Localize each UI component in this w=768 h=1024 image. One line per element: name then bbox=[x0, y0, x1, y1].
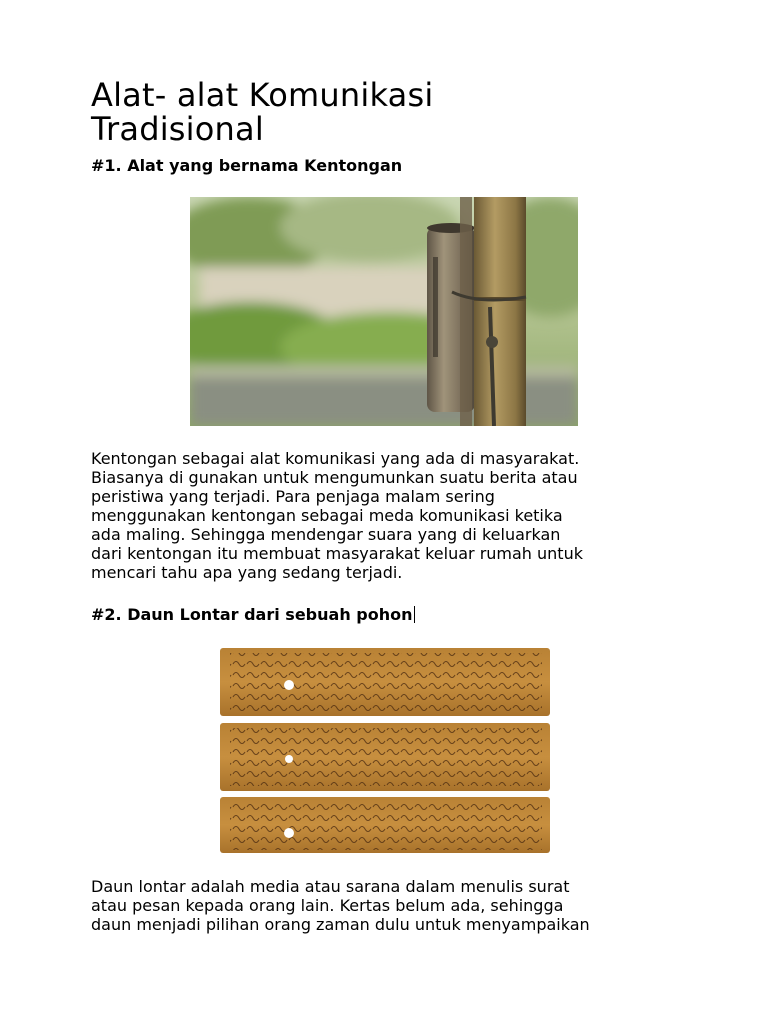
kentongan-photo bbox=[190, 197, 578, 426]
lontar-manuscript-photo bbox=[218, 647, 550, 853]
document-page bbox=[91, 76, 691, 934]
paragraph-line: ada maling. Sehingga mendengar suara yang di keluarkan bbox=[91, 525, 561, 544]
paragraph-line: Biasanya di gunakan untuk mengumunkan suatu berita atau bbox=[91, 468, 578, 487]
paragraph-line: daun menjadi pilihan orang zaman dulu untuk menyampaikan bbox=[91, 915, 590, 934]
paragraph-line: menggunakan kentongan sebagai meda komunikasi ketika bbox=[91, 506, 563, 525]
section-2-paragraph bbox=[91, 877, 590, 934]
section-1-paragraph bbox=[91, 449, 583, 582]
section-2-heading-text: #2. Daun Lontar dari sebuah pohon bbox=[91, 605, 413, 624]
paragraph-line: dari kentongan itu membuat masyarakat keluar rumah untuk bbox=[91, 544, 583, 563]
section-2-heading bbox=[91, 605, 415, 625]
page-title: Alat- alat Komunikasi Tradisional bbox=[91, 76, 434, 148]
text-cursor bbox=[414, 606, 415, 623]
paragraph-line: mencari tahu apa yang sedang terjadi. bbox=[91, 563, 403, 582]
paragraph-line: atau pesan kepada orang lain. Kertas belum ada, sehingga bbox=[91, 896, 564, 915]
paragraph-line: Kentongan sebagai alat komunikasi yang ada di masyarakat. bbox=[91, 449, 580, 468]
paragraph-line: peristiwa yang terjadi. Para penjaga malam sering bbox=[91, 487, 495, 506]
paragraph-line: Daun lontar adalah media atau sarana dalam menulis surat bbox=[91, 877, 570, 896]
section-1-heading: #1. Alat yang bernama Kentongan bbox=[91, 156, 403, 175]
